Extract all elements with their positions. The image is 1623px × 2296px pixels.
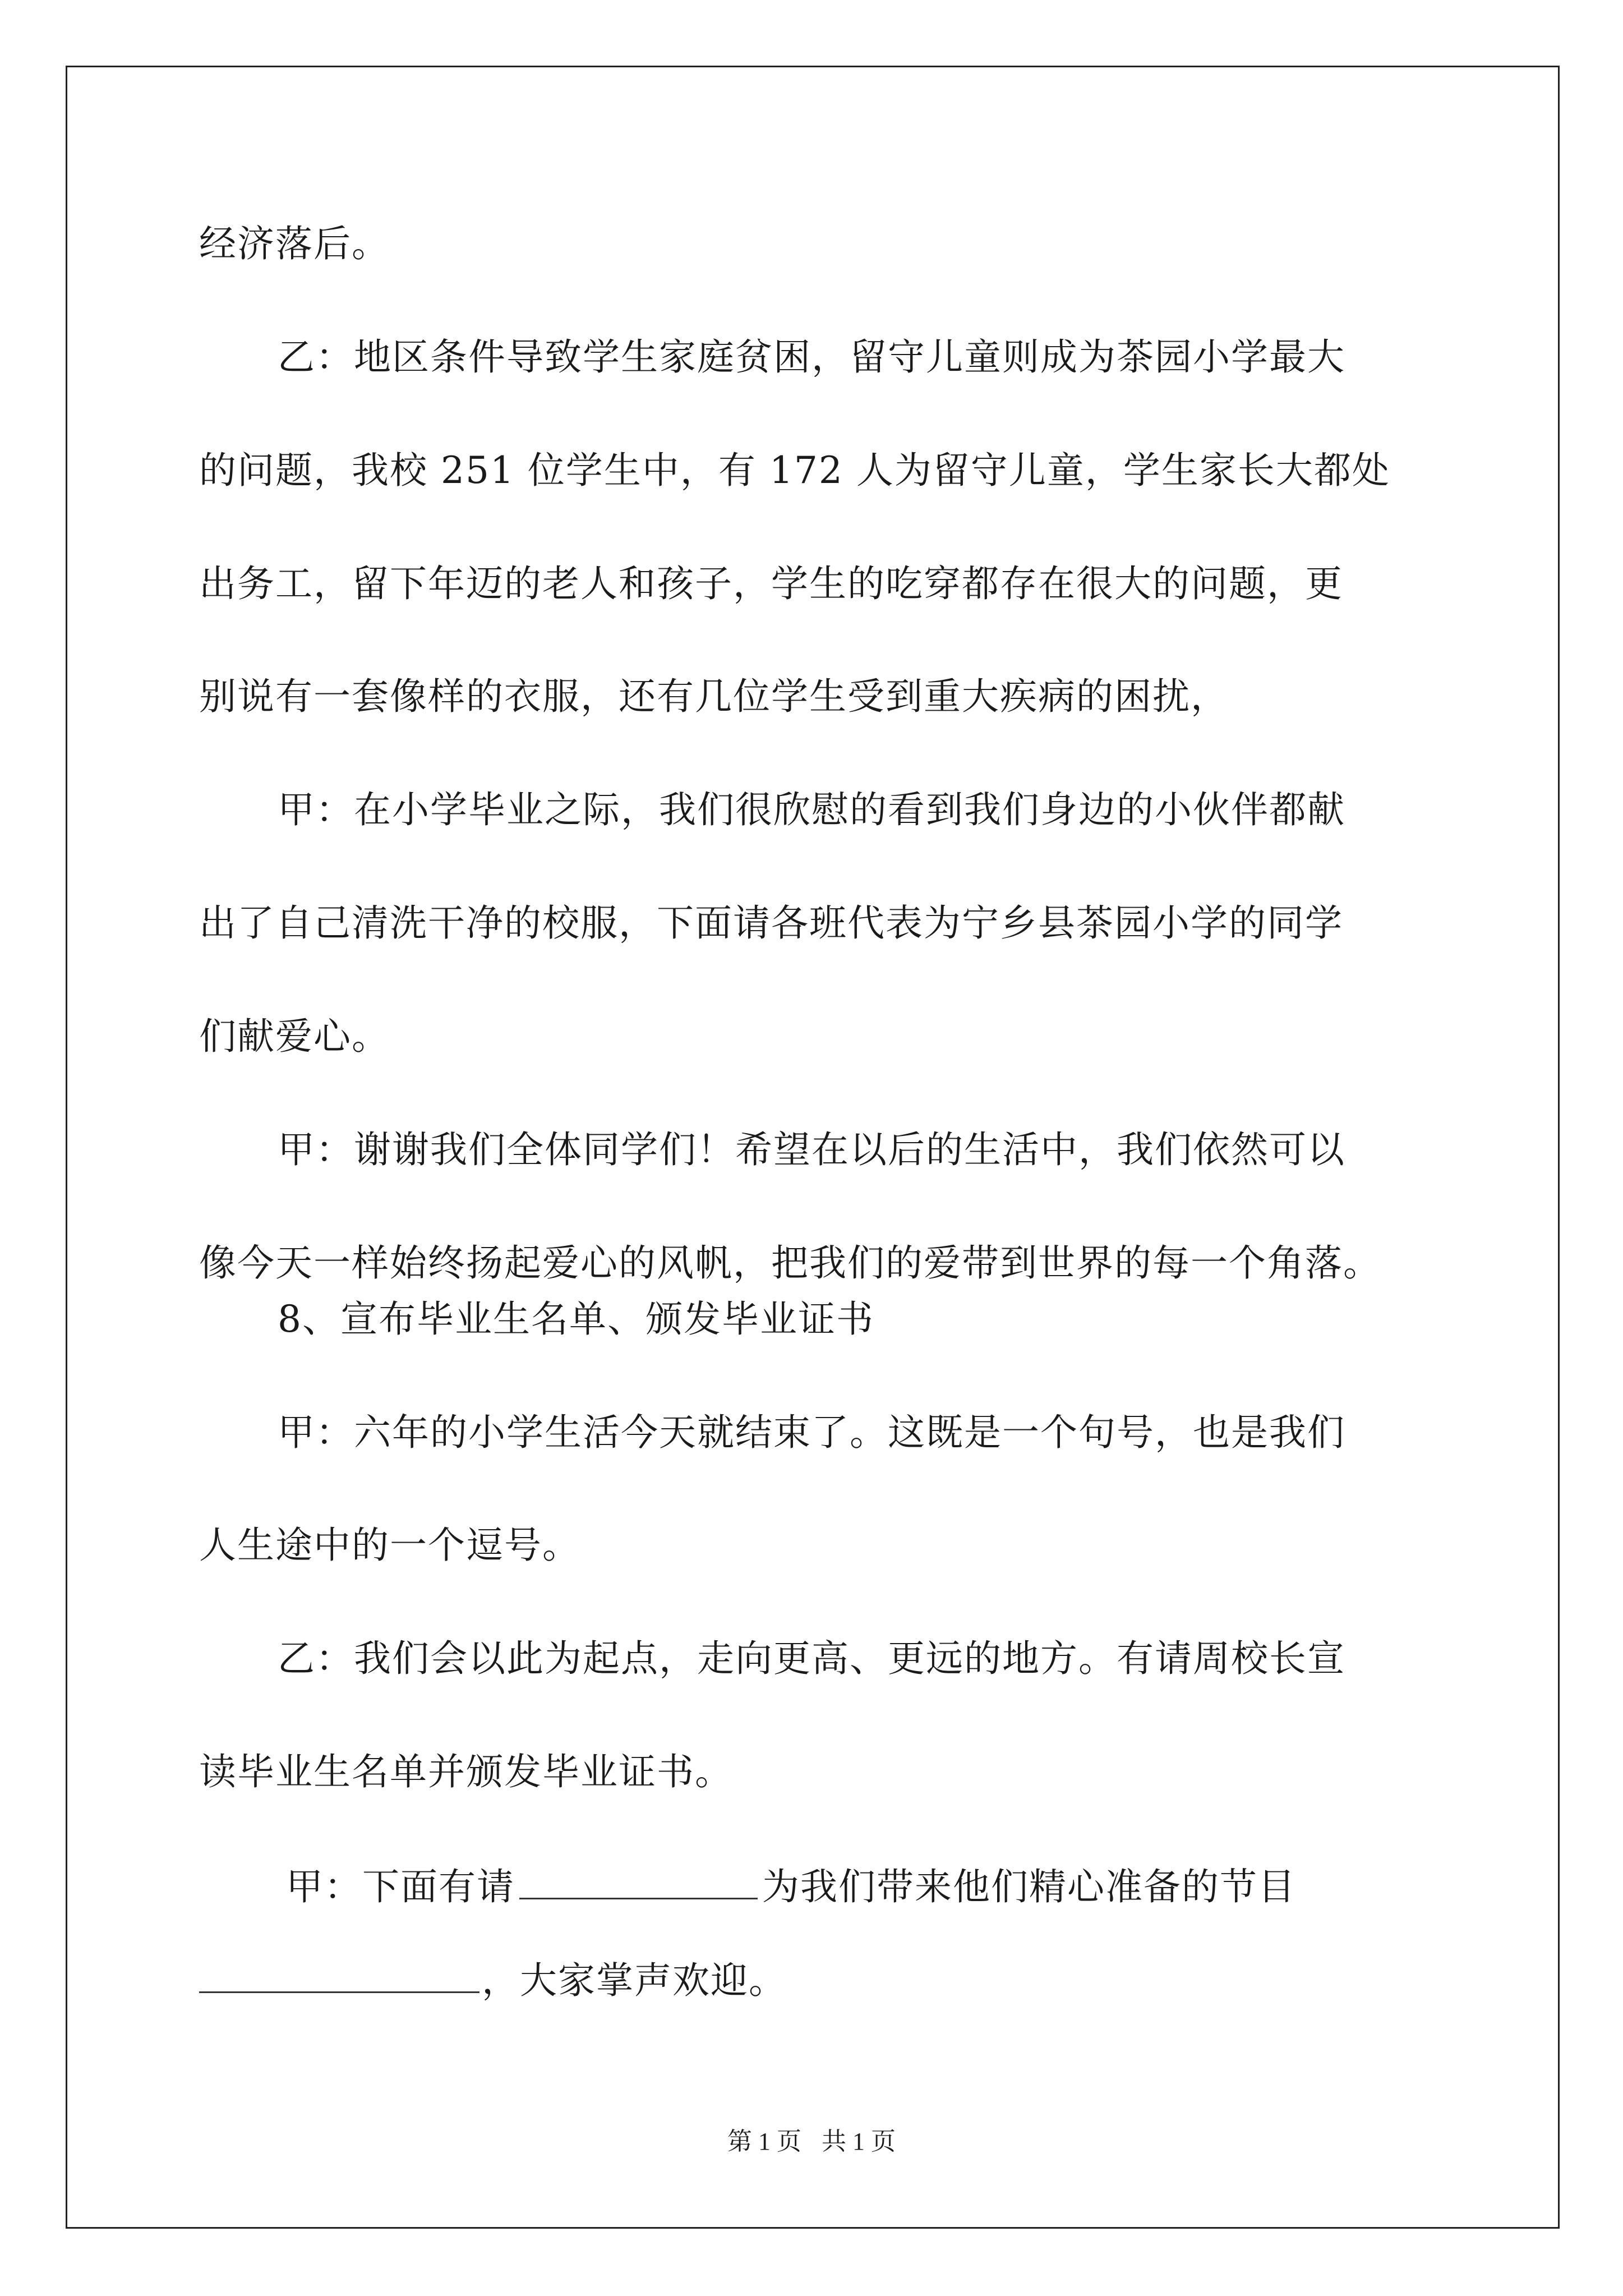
text-line-5: 别说有一套像样的衣服，还有几位学生受到重大疾病的困扰，	[199, 675, 1229, 718]
text-line-12: 甲：六年的小学生活今天就结束了。这既是一个句号，也是我们	[278, 1411, 1345, 1454]
page-number: 第 1 页	[727, 2128, 801, 2155]
page-total: 共 1 页	[822, 2128, 896, 2155]
text-line-1: 经济落后。	[199, 222, 390, 265]
text-line-13: 人生途中的一个逗号。	[199, 1524, 580, 1567]
fill-line-1	[286, 1863, 1296, 1910]
text-line-2: 乙：地区条件导致学生家庭贫困，留守儿童则成为茶园小学最大	[278, 335, 1345, 379]
fill-line-1-prefix: 甲：下面有请	[286, 1865, 515, 1908]
text-line-9: 甲：谢谢我们全体同学们！希望在以后的生活中，我们依然可以	[278, 1128, 1345, 1171]
text-line-14: 乙：我们会以此为起点，走向更高、更远的地方。有请周校长宣	[278, 1637, 1345, 1680]
text-line-8: 们献爱心。	[199, 1015, 390, 1058]
fill-line-2-suffix: ，大家掌声欢迎。	[482, 1959, 787, 2002]
blank-line	[199, 1957, 479, 1993]
blank-line	[519, 1863, 758, 1899]
text-line-7: 出了自己清洗干净的校服，下面请各班代表为宁乡县茶园小学的同学	[199, 901, 1343, 945]
page-footer	[0, 2126, 1623, 2157]
text-line-3: 的问题，我校 251 位学生中，有 172 人为留守儿童，学生家长大都处	[199, 449, 1390, 492]
text-line-15: 读毕业生名单并颁发毕业证书。	[199, 1750, 733, 1793]
text-line-4: 出务工，留下年迈的老人和孩子，学生的吃穿都存在很大的问题，更	[199, 562, 1343, 605]
fill-line-1-suffix: 为我们带来他们精心准备的节目	[762, 1865, 1296, 1908]
text-line-6: 甲：在小学毕业之际，我们很欣慰的看到我们身边的小伙伴都献	[278, 788, 1345, 831]
fill-line-2	[199, 1957, 787, 2003]
section-heading: 8、宣布毕业生名单、颁发毕业证书	[278, 1297, 874, 1341]
text-line-10: 像今天一样始终扬起爱心的风帆，把我们的爱带到世界的每一个角落。	[199, 1241, 1381, 1285]
